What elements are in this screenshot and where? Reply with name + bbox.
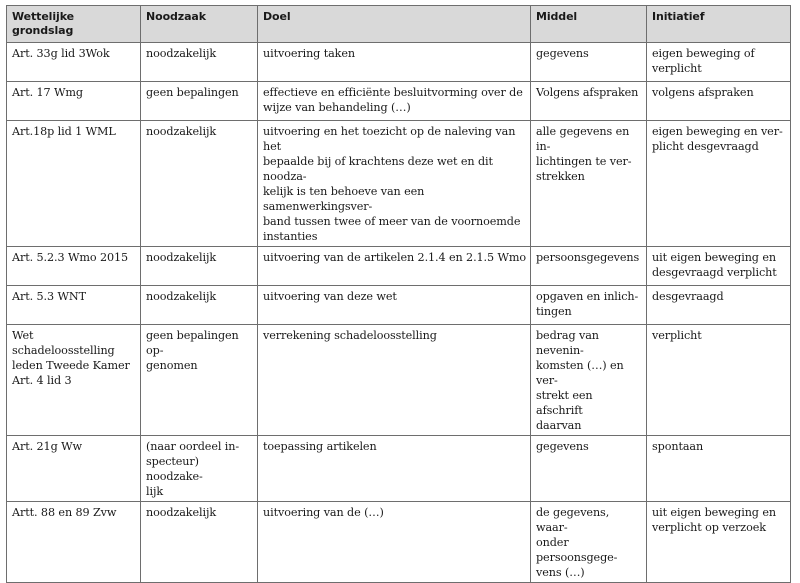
cell-middel (531, 325, 647, 436)
cell-text: eigen beweging en ver- plicht desgevraagd (652, 125, 783, 153)
cell-noodzaak (141, 286, 258, 325)
cell-text: Art. 5.3 WNT (12, 290, 86, 303)
cell-noodzaak (141, 325, 258, 436)
cell-text: gegevens (536, 47, 589, 60)
cell-text: gegevens (536, 440, 589, 453)
legal-basis-table (6, 5, 791, 583)
cell-initiatief (647, 325, 791, 436)
table-row (7, 43, 791, 82)
cell-text: noodzakelijk (146, 251, 217, 264)
cell-text: noodzakelijk (146, 506, 217, 519)
cell-initiatief (647, 43, 791, 82)
cell-text: uitvoering taken (263, 47, 355, 60)
cell-doel (258, 82, 531, 121)
cell-middel (531, 247, 647, 286)
cell-noodzaak (141, 82, 258, 121)
cell-text: uit eigen beweging en desgevraagd verplicht (652, 251, 777, 279)
table-header-row (7, 6, 791, 43)
cell-text: verplicht (652, 329, 702, 342)
legal-basis-table-container (6, 5, 791, 583)
header-wettelijke-grondslag: Wettelijke grondslag (7, 6, 141, 43)
cell-doel (258, 43, 531, 82)
cell-text: Artt. 88 en 89 Zvw (12, 506, 117, 519)
header-initiatief: Initiatief (647, 6, 791, 43)
cell-text: de gegevens, waar- onder persoonsgege- vens (…) (536, 506, 618, 579)
cell-initiatief (647, 286, 791, 325)
cell-text: geen bepalingen op- genomen (146, 329, 239, 372)
cell-grondslag (7, 502, 141, 583)
cell-text: spontaan (652, 440, 704, 453)
cell-text: volgens afspraken (652, 86, 754, 99)
cell-doel (258, 436, 531, 502)
table-row (7, 325, 791, 436)
cell-text: verrekening schadeloosstelling (263, 329, 437, 342)
cell-doel (258, 286, 531, 325)
cell-grondslag (7, 82, 141, 121)
cell-text: uitvoering van de (…) (263, 506, 384, 519)
cell-initiatief (647, 247, 791, 286)
cell-text: effectieve en efficiënte besluitvorming over de wijze van behandeling (…) (263, 86, 523, 114)
header-noodzaak: Noodzaak (141, 6, 258, 43)
cell-text: uit eigen beweging en verplicht op verzoek (652, 506, 776, 534)
cell-noodzaak (141, 247, 258, 286)
cell-text: uitvoering van de artikelen 2.1.4 en 2.1.5 Wmo (263, 251, 527, 264)
cell-noodzaak (141, 502, 258, 583)
cell-text: uitvoering van deze wet (263, 290, 397, 303)
cell-doel (258, 247, 531, 286)
cell-text: noodzakelijk (146, 47, 217, 60)
cell-grondslag (7, 286, 141, 325)
table-row (7, 436, 791, 502)
header-doel: Doel (258, 6, 531, 43)
cell-noodzaak (141, 121, 258, 247)
table-row (7, 121, 791, 247)
cell-grondslag (7, 43, 141, 82)
table-row (7, 502, 791, 583)
cell-text: toepassing artikelen (263, 440, 377, 453)
cell-doel (258, 325, 531, 436)
cell-text: desgevraagd (652, 290, 724, 303)
cell-noodzaak (141, 436, 258, 502)
cell-doel (258, 121, 531, 247)
cell-text: Wet schadeloosstelling leden Tweede Kamer Art. 4 lid 3 (12, 329, 130, 387)
cell-text: eigen beweging of verplicht (652, 47, 755, 75)
cell-initiatief (647, 121, 791, 247)
cell-text: noodzakelijk (146, 290, 217, 303)
cell-text: Art. 5.2.3 Wmo 2015 (12, 251, 129, 264)
cell-text: Art. 33g lid 3Wok (12, 47, 110, 60)
cell-middel (531, 82, 647, 121)
cell-text: persoonsgegevens (536, 251, 640, 264)
cell-initiatief (647, 436, 791, 502)
cell-middel (531, 286, 647, 325)
cell-text: uitvoering en het toezicht op de naleving van het bepaalde bij of krachtens deze wet en dit noodza- kelijk is ten behoeve van een samenwerkingsver- band tussen twee of meer van de voornoemde instanties (263, 125, 521, 243)
table-row (7, 82, 791, 121)
cell-initiatief (647, 82, 791, 121)
cell-grondslag (7, 325, 141, 436)
cell-text: Art. 21g Ww (12, 440, 82, 453)
cell-text: geen bepalingen (146, 86, 239, 99)
cell-grondslag (7, 247, 141, 286)
cell-grondslag (7, 121, 141, 247)
cell-text: Art. 17 Wmg (12, 86, 83, 99)
cell-text: opgaven en inlich- tingen (536, 290, 639, 318)
cell-text: Art.18p lid 1 WML (12, 125, 116, 138)
cell-noodzaak (141, 43, 258, 82)
cell-middel (531, 121, 647, 247)
table-row (7, 247, 791, 286)
cell-text: (naar oordeel in- specteur) noodzake- lijk (146, 440, 240, 498)
cell-text: Volgens afspraken (536, 86, 639, 99)
header-middel: Middel (531, 6, 647, 43)
cell-initiatief (647, 502, 791, 583)
cell-text: alle gegevens en in- lichtingen te ver- strekken (536, 125, 632, 183)
cell-text: noodzakelijk (146, 125, 217, 138)
cell-doel (258, 502, 531, 583)
cell-middel (531, 502, 647, 583)
cell-middel (531, 436, 647, 502)
cell-middel (531, 43, 647, 82)
table-row (7, 286, 791, 325)
cell-grondslag (7, 436, 141, 502)
cell-text: bedrag van nevenin- komsten (…) en ver- strekt een afschrift daarvan (536, 329, 624, 432)
